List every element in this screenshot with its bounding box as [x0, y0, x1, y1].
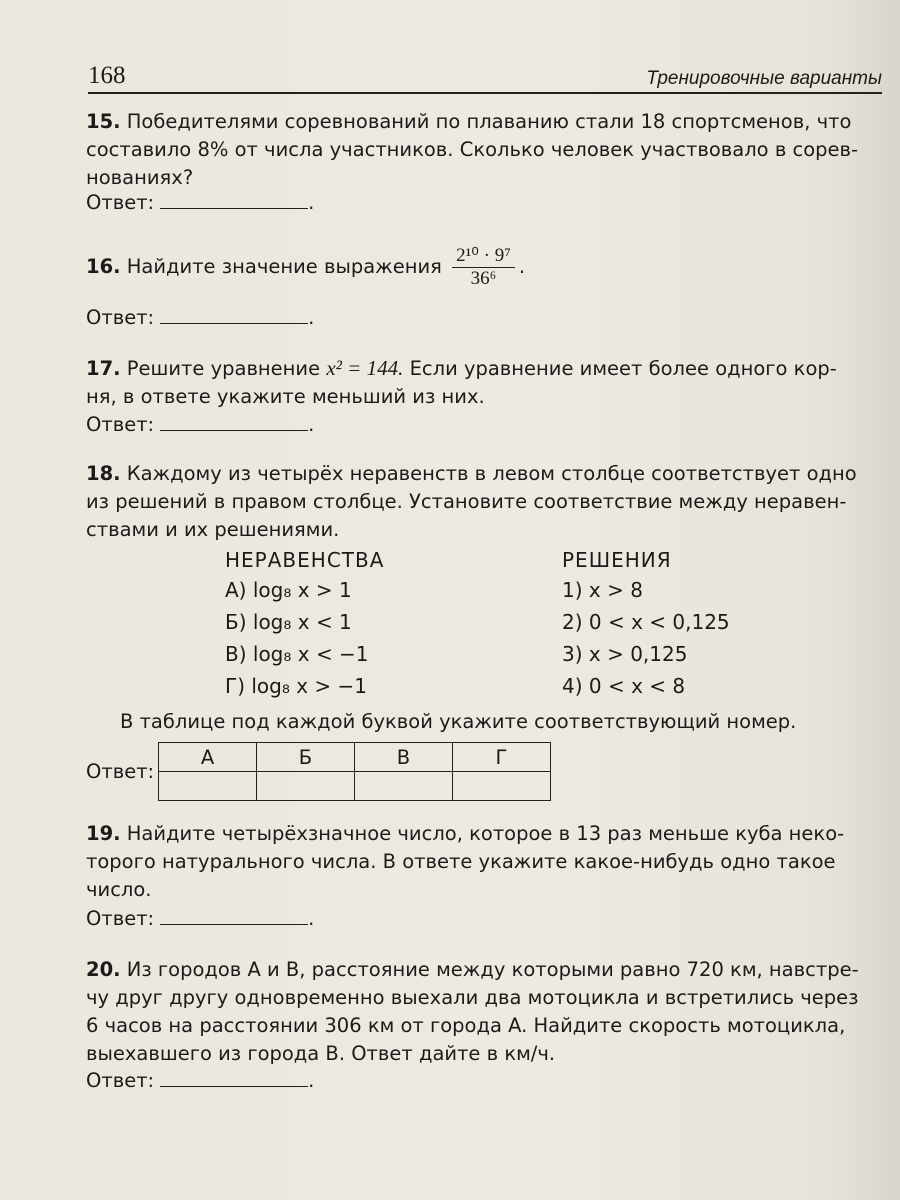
table-instruction: В таблице под каждой буквой укажите соответствующий номер. — [120, 710, 797, 733]
solution-2: 2) 0 < x < 0,125 — [562, 610, 730, 634]
table-header-c: В — [355, 743, 453, 772]
answer-label: Ответ: — [86, 760, 155, 783]
answer-line — [160, 906, 308, 925]
task-number: 19. — [86, 822, 121, 845]
table-header-a: А — [159, 743, 257, 772]
inequality-c: В) log₈ x < −1 — [225, 642, 369, 666]
answer-field-19[interactable]: Ответ: . — [86, 907, 315, 930]
page-number: 168 — [88, 62, 126, 89]
answer-field-20[interactable]: Ответ: . — [86, 1069, 315, 1092]
equation: x² = 144. — [326, 356, 404, 380]
solution-4: 4) 0 < x < 8 — [562, 674, 686, 698]
task-text: чу друг другу одновременно выехали два мотоцикла и встретились через — [86, 986, 859, 1009]
answer-label: Ответ: — [86, 413, 155, 436]
inequality-d: Г) log₈ x > −1 — [225, 674, 368, 698]
answer-field-17[interactable]: Ответ: . — [86, 413, 315, 436]
inequality-b: Б) log₈ x < 1 — [225, 610, 352, 634]
answer-line — [160, 305, 308, 324]
answer-label: Ответ: — [86, 191, 155, 214]
task-19: 19. Найдите четырёхзначное число, которое в 13 раз меньше куба неко- торого натурального числа. В ответе укажите какое-нибудь одно такое число. — [86, 820, 884, 904]
solutions-title: РЕШЕНИЯ — [562, 548, 672, 572]
task-15 — [86, 108, 884, 192]
fraction-numerator: 2¹⁰ · 9⁷ — [452, 245, 515, 268]
task-number: 17. — [86, 357, 121, 380]
task-number: 18. — [86, 462, 121, 485]
running-title: Тренировочные варианты — [646, 68, 882, 89]
task-text: из решений в правом столбце. Установите соответствие между неравен- — [86, 490, 847, 513]
answer-label: Ответ: — [86, 1069, 155, 1092]
answer-table — [158, 742, 551, 801]
task-text: торого натурального числа. В ответе укажите какое-нибудь одно такое — [86, 850, 836, 873]
table-header-d: Г — [453, 743, 551, 772]
fraction-denominator: 36⁶ — [470, 268, 497, 289]
task-18: 18. Каждому из четырёх неравенств в левом столбце соответствует одно из решений в правом столбце. Установите соответствие между неравен- ствами и их решениями. — [86, 460, 884, 544]
task-text: 6 часов на расстоянии 306 км от города A. Найдите скорость мотоцикла, — [86, 1014, 846, 1037]
table-header-b: Б — [257, 743, 355, 772]
task-text: ня, в ответе укажите меньший из них. — [86, 385, 485, 408]
task-text: Победителями соревнований по плаванию стали 18 спортсменов, что — [126, 110, 852, 133]
answer-field-15[interactable]: Ответ: . — [86, 191, 315, 214]
inequalities-title: НЕРАВЕНСТВА — [225, 548, 385, 572]
page-header — [88, 60, 882, 94]
solution-3: 3) x > 0,125 — [562, 642, 688, 666]
answer-field-16[interactable]: Ответ: . — [86, 306, 315, 329]
inequality-a: А) log₈ x > 1 — [225, 578, 352, 602]
task-text: составило 8% от числа участников. Сколько человек участвовало в сорев- — [86, 138, 859, 161]
answer-line — [160, 1068, 308, 1087]
task-16: 16. Найдите значение выражения $\frac{\text{2¹⁰ · 9⁷}}{\text{36⁶}}$ . — [86, 245, 526, 289]
task-text: ствами и их решениями. — [86, 518, 340, 541]
task-number: 16. — [86, 255, 121, 278]
answer-label: Ответ: — [86, 306, 155, 329]
task-text: число. — [86, 878, 152, 901]
answer-label: Ответ: — [86, 907, 155, 930]
task-number: 20. — [86, 958, 121, 981]
task-number: 15. — [86, 110, 121, 133]
answer-cell-b[interactable] — [257, 772, 355, 801]
answer-line — [160, 190, 308, 209]
task-text: нованиях? — [86, 166, 194, 189]
solution-1: 1) x > 8 — [562, 578, 643, 602]
answer-line — [160, 412, 308, 431]
answer-cell-c[interactable] — [355, 772, 453, 801]
task-17: 17. Решите уравнение x² = 144. Если уравнение имеет более одного кор- ня, в ответе укажите меньший из них. — [86, 354, 884, 411]
task-text: Найдите значение выражения — [126, 255, 442, 278]
task-20: 20. Из городов A и B, расстояние между которыми равно 720 км, навстре- чу друг другу одновременно выехали два мотоцикла и встретились через 6 часов на расстоянии 306 км от города A. Найдите скорость мотоцикла, выехавшего из города B. Ответ дайте в км/ч. — [86, 956, 884, 1068]
task-text: выехавшего из города B. Ответ дайте в км/ч. — [86, 1042, 556, 1065]
fraction-expression — [452, 245, 515, 290]
answer-cell-d[interactable] — [453, 772, 551, 801]
answer-cell-a[interactable] — [159, 772, 257, 801]
